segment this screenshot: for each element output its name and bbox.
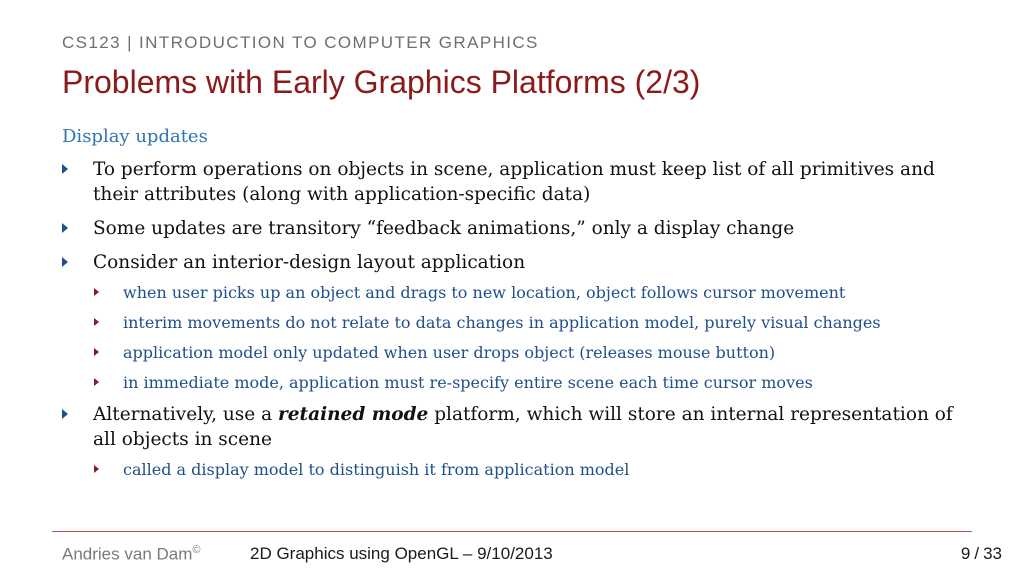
- bullet-item: [62, 250, 962, 275]
- bullet-text: Consider an interior-design layout application: [93, 252, 526, 273]
- footer-lecture-title: 2D Graphics using OpenGL – 9/10/2013: [250, 544, 553, 563]
- footer-divider: [52, 531, 972, 532]
- page-separator: /: [974, 544, 980, 563]
- slide-title: Problems with Early Graphics Platforms (2/3): [62, 64, 701, 100]
- sub-bullet-text: when user picks up an object and drags to new location, object follows cursor movement: [123, 283, 846, 302]
- current-page: 9: [960, 544, 971, 563]
- sub-bullet-text: interim movements do not relate to data changes in application model, purely visual changes: [123, 313, 881, 332]
- bullet-arrow-icon: [62, 409, 68, 419]
- bullet-text-post: platform, which will store an internal representation of all objects in scene: [93, 404, 953, 450]
- bullet-text-pre: Alternatively, use a: [93, 404, 279, 425]
- sub-bullet-arrow-icon: [94, 465, 99, 473]
- sub-bullet-arrow-icon: [94, 288, 99, 296]
- sub-bullet-text: application model only updated when user drops object (releases mouse button): [123, 343, 776, 362]
- sub-bullet-item: [62, 372, 962, 393]
- bullet-arrow-icon: [62, 164, 68, 174]
- course-header: CS123 | INTRODUCTION TO COMPUTER GRAPHICS: [62, 33, 539, 52]
- bullet-arrow-icon: [62, 257, 68, 267]
- sub-bullet-item: [62, 459, 962, 480]
- sub-bullet-item: [62, 312, 962, 333]
- sub-bullet-arrow-icon: [94, 378, 99, 386]
- bullet-item: [62, 402, 962, 452]
- bullet-text: Some updates are transitory “feedback animations,” only a display change: [93, 218, 795, 239]
- emphasis-retained-mode: retained mode: [278, 404, 429, 425]
- sub-bullet-text: called a display model to distinguish it from application model: [123, 460, 630, 479]
- author-name: Andries van Dam: [62, 544, 193, 564]
- sub-bullet-item: [62, 342, 962, 363]
- section-heading: Display updates: [62, 126, 208, 147]
- total-pages: 33: [983, 544, 1002, 563]
- bullet-arrow-icon: [62, 223, 68, 233]
- bullet-item: [62, 157, 962, 207]
- sub-bullet-item: [62, 282, 962, 303]
- footer-author: [62, 544, 201, 565]
- bullet-item: [62, 216, 962, 241]
- slide-content: [62, 126, 962, 489]
- copyright-mark: ©: [192, 544, 201, 556]
- sub-bullet-text: in immediate mode, application must re-specify entire scene each time cursor moves: [123, 373, 813, 392]
- bullet-text: To perform operations on objects in scene, application must keep list of all primitives and their attributes (along with application-specific data): [93, 159, 935, 205]
- sub-bullet-arrow-icon: [94, 348, 99, 356]
- sub-bullet-arrow-icon: [94, 318, 99, 326]
- page-number: [961, 544, 1002, 564]
